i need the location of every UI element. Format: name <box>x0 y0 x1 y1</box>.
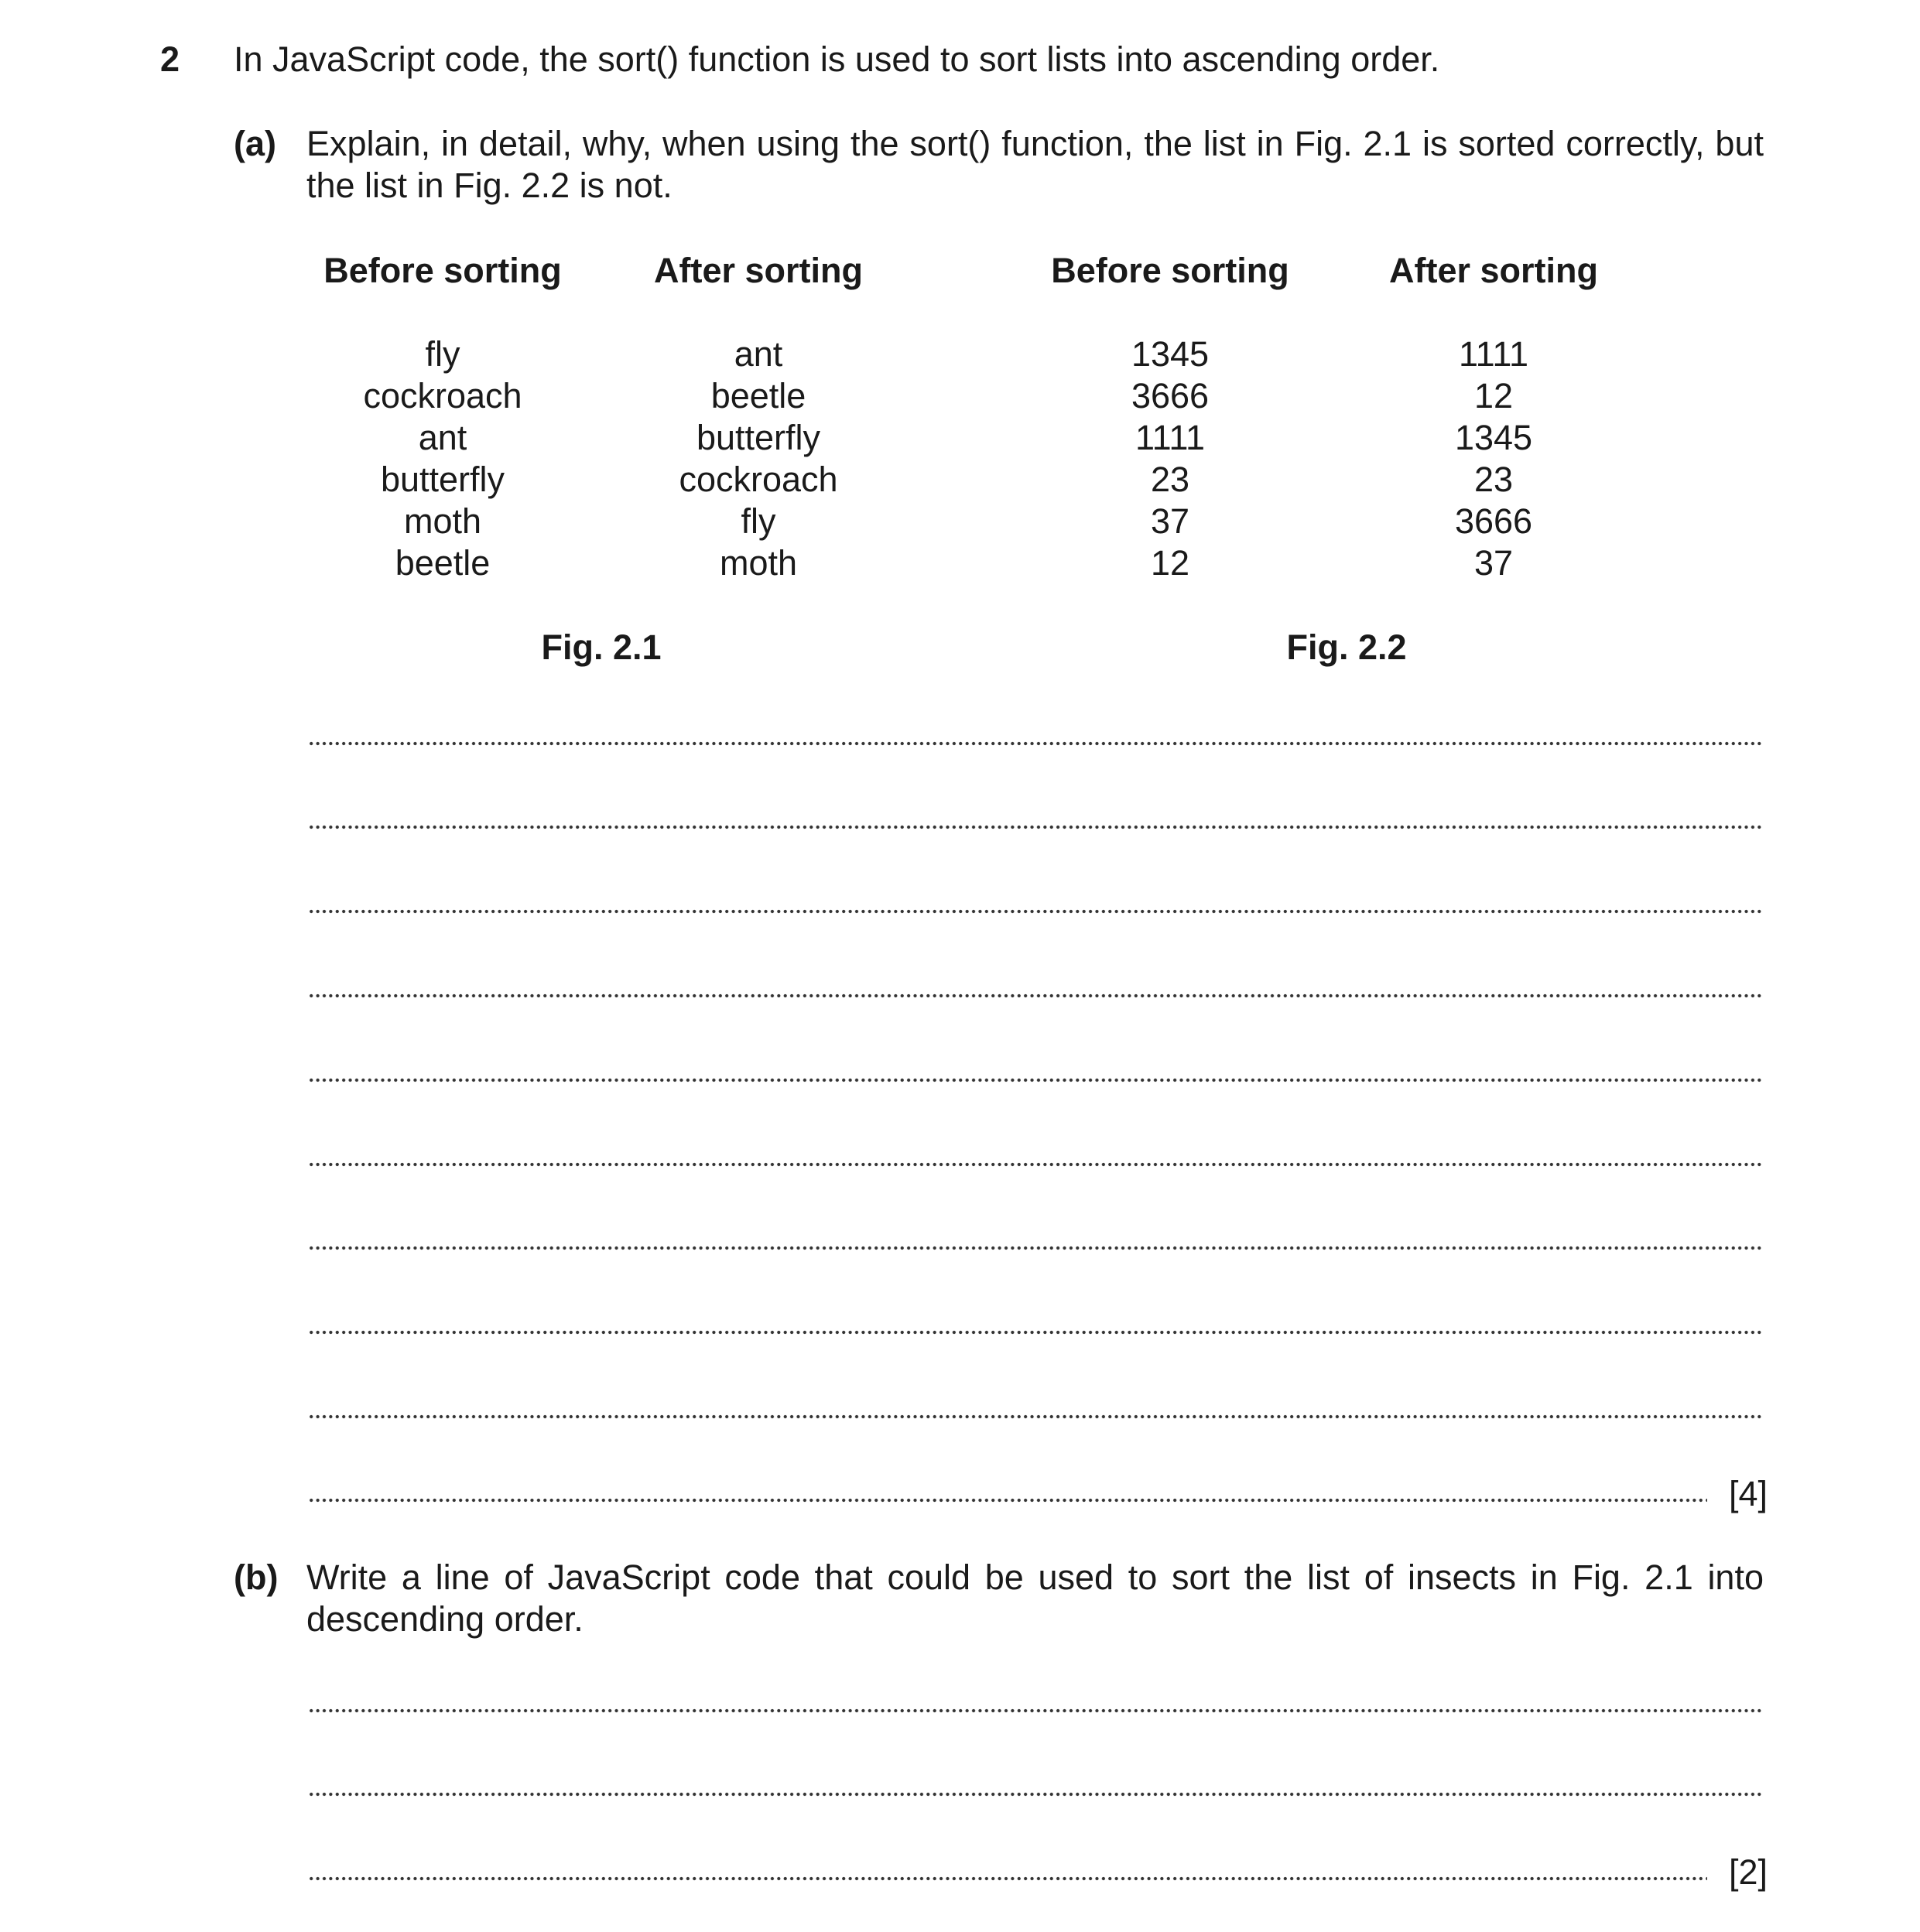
list-item: 1111 <box>1135 418 1206 457</box>
list-item: ant <box>418 418 467 457</box>
list-item: 12 <box>1150 543 1190 583</box>
list-item: butterfly <box>696 418 821 457</box>
list-item: 1345 <box>1454 418 1533 457</box>
answer-line[interactable] <box>308 1413 1761 1421</box>
list-item: ant <box>734 334 783 374</box>
part-b-marks: [2] <box>1728 1852 1768 1892</box>
list-item: moth <box>719 543 798 583</box>
list-item: 3666 <box>1131 376 1210 415</box>
answer-line[interactable] <box>308 908 1761 915</box>
fig-2-2-before-header: Before sorting <box>1051 251 1289 290</box>
answer-line[interactable] <box>308 1328 1761 1336</box>
answer-line[interactable] <box>308 1244 1761 1252</box>
list-item: moth <box>403 501 482 541</box>
part-a-marks: [4] <box>1728 1474 1768 1513</box>
answer-line[interactable] <box>308 1076 1761 1084</box>
list-item: 23 <box>1473 460 1514 499</box>
answer-line[interactable] <box>308 823 1761 831</box>
answer-line[interactable] <box>308 1707 1761 1715</box>
answer-line[interactable] <box>308 740 1761 747</box>
fig-2-1-before-list <box>280 333 605 584</box>
list-item: beetle <box>395 543 491 583</box>
list-item: 12 <box>1473 376 1514 415</box>
list-item: beetle <box>710 376 806 415</box>
answer-line[interactable] <box>308 1790 1761 1798</box>
question-number: 2 <box>160 39 180 79</box>
list-item: fly <box>425 334 460 374</box>
list-item: cockroach <box>679 460 838 499</box>
part-a-text: Explain, in detail, why, when using the sort() function, the list in Fig. 2.1 is sorted correctly, but the list in Fig. 2.2 is not. <box>306 124 1764 205</box>
part-a-label: (a) <box>234 124 276 163</box>
list-item: 1111 <box>1458 334 1529 374</box>
list-item: 37 <box>1150 501 1190 541</box>
part-b-label: (b) <box>234 1558 279 1597</box>
answer-line[interactable] <box>308 992 1761 1000</box>
answer-line[interactable] <box>308 1161 1761 1168</box>
fig-2-1-after-list <box>596 333 921 584</box>
answer-line[interactable] <box>308 1875 1707 1882</box>
fig-2-1-after-header: After sorting <box>654 251 863 290</box>
question-stem: In JavaScript code, the sort() function is used to sort lists into ascending order. <box>234 39 1440 79</box>
list-item: 1345 <box>1131 334 1210 374</box>
fig-2-1-caption: Fig. 2.1 <box>541 627 662 667</box>
list-item: 3666 <box>1454 501 1533 541</box>
list-item: cockroach <box>363 376 522 415</box>
fig-2-1-before-header: Before sorting <box>323 251 562 290</box>
fig-2-2-after-list <box>1331 333 1656 584</box>
list-item: 37 <box>1473 543 1514 583</box>
fig-2-2-caption: Fig. 2.2 <box>1286 627 1407 667</box>
list-item: butterfly <box>380 460 505 499</box>
list-item: fly <box>741 501 776 541</box>
fig-2-2-after-header: After sorting <box>1389 251 1598 290</box>
list-item: 23 <box>1150 460 1190 499</box>
part-b-text: Write a line of JavaScript code that could be used to sort the list of insects in Fig. 2.1 into descending order. <box>306 1558 1764 1639</box>
fig-2-2-before-list <box>1008 333 1333 584</box>
answer-line[interactable] <box>308 1496 1707 1504</box>
